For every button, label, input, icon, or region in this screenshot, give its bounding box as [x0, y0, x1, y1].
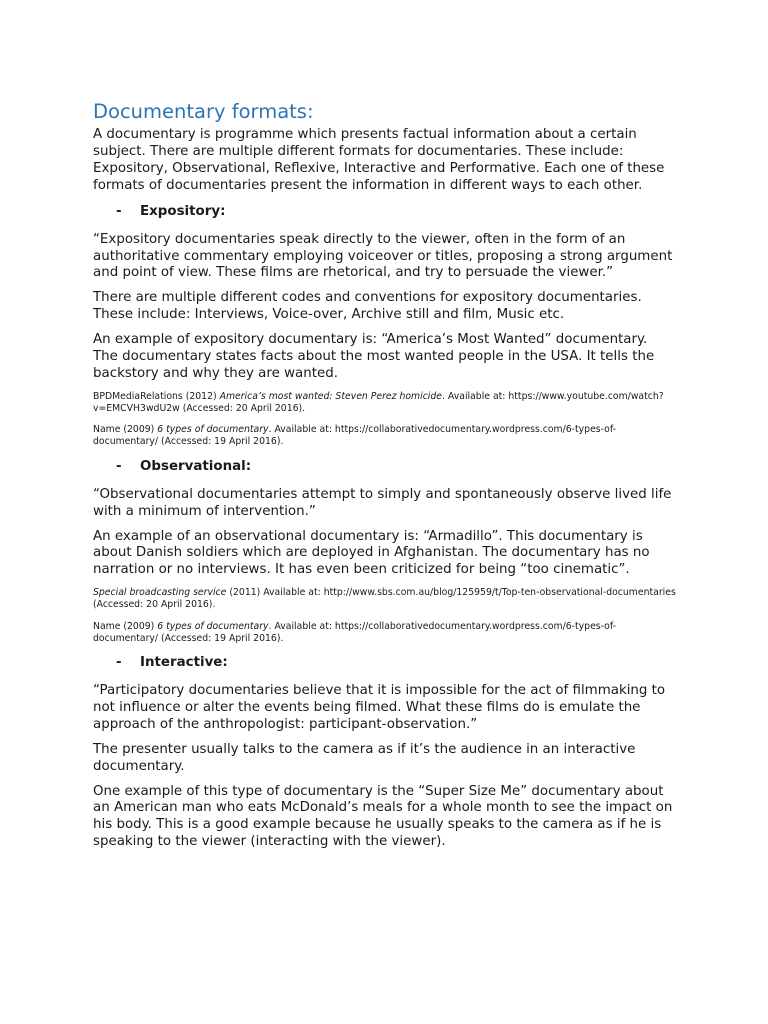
observational-quote: “Observational documentaries attempt to simply and spontaneously observe lived life with a minimum of intervention.” — [93, 486, 672, 519]
expository-codes: There are multiple different codes and conventions for expository documentaries. These include: Interviews, Voice-over, Archive still and film, Music etc. — [93, 290, 642, 323]
expository-example: An example of expository documentary is: “America’s Most Wanted” documentary. The documentary states facts about the most wanted people in the USA. It tells the backstory and why they are wanted. — [93, 332, 655, 381]
bullet-dash: - — [116, 203, 122, 219]
interactive-example: One example of this type of documentary is the “Super Size Me” documentary about an American man who eats McDonald’s meals for a whole month to see the impact on his body. This is a good example because he usually speaks to the camera as if he is speaking to the viewer (interacting with the viewer). — [93, 783, 673, 850]
section-heading-label: Observational: — [140, 458, 252, 474]
intro-paragraph: A documentary is programme which presents factual information about a certain subject. There are multiple different formats for documentaries. These include: Expository, Observational, Reflexive, Interactive and Performative. Each one of these formats of documentaries present the information in different ways to each other. — [93, 127, 665, 193]
document-title: Documentary formats: — [93, 100, 314, 123]
section-heading-observational — [93, 458, 676, 475]
section-heading-label: Expository: — [140, 203, 226, 219]
bullet-dash: - — [116, 458, 122, 474]
reference-citation: BPDMediaRelations (2012) America’s most wanted: Steven Perez homicide. Available at: https://www.youtube.com/watch?v=EMCVH3wdU2w (Accessed: 20 April 2016). — [93, 390, 664, 415]
section-heading-label: Interactive: — [140, 655, 228, 671]
section-heading-expository — [93, 203, 676, 220]
bullet-dash: - — [116, 655, 122, 671]
reference-citation: Special broadcasting service (2011) Available at: http://www.sbs.com.au/blog/125959/t/Top-ten-observational-documentaries (Accessed: 20 April 2016). — [93, 587, 676, 611]
reference-citation: Name (2009) 6 types of documentary. Available at: https://collaborativedocumentary.wordpress.com/6-types-of-documentary/ (Accessed: 19 April 2016). — [93, 424, 616, 448]
interactive-presenter: The presenter usually talks to the camera as if it’s the audience in an interactive documentary. — [93, 741, 636, 774]
reference-citation: Name (2009) 6 types of documentary. Available at: https://collaborativedocumentary.wordpress.com/6-types-of-documentary/ (Accessed: 19 April 2016). — [93, 620, 616, 644]
observational-example: An example of an observational documentary is: “Armadillo”. This documentary is about Danish soldiers which are deployed in Afghanistan. The documentary has no narration or no interviews. It has even been criticized for being “too cinematic”. — [93, 528, 650, 578]
interactive-quote: “Participatory documentaries believe that it is impossible for the act of filmmaking to not influence or alter the events being filmed. What these films do is emulate the approach of the anthropologist: participant-observation.” — [93, 683, 666, 732]
section-heading-interactive — [93, 654, 676, 671]
expository-quote: “Expository documentaries speak directly to the viewer, often in the form of an authoritative commentary employing voiceover or titles, proposing a strong argument and point of view. These films are rhetorical, and try to persuade the viewer.” — [93, 231, 673, 281]
